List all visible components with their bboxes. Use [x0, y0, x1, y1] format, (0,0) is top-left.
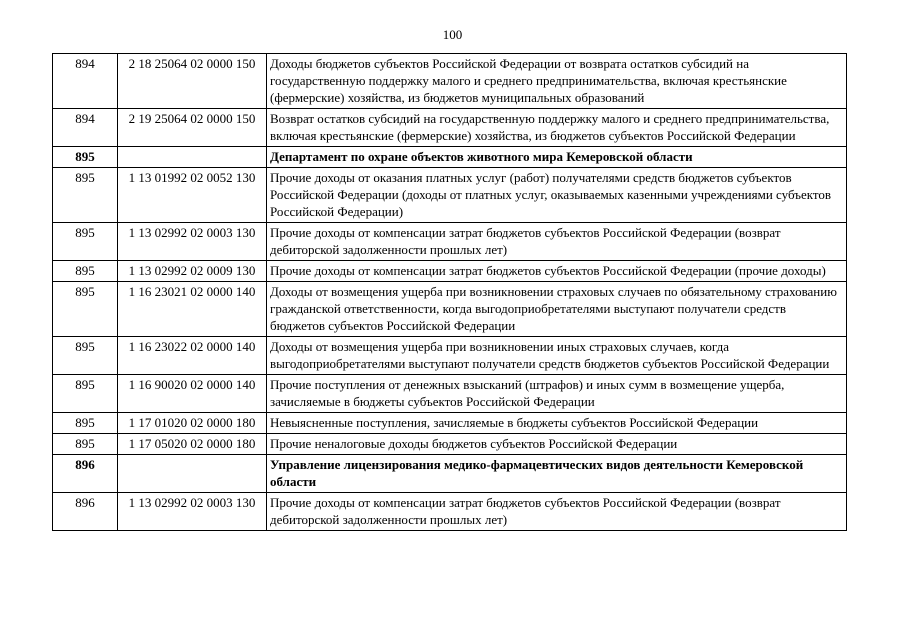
- description-cell: Доходы от возмещения ущерба при возникновении иных страховых случаев, когда выгодоприобретателями выступают получатели средств бюджетов субъектов Российской Федерации: [267, 337, 847, 375]
- table-row: [53, 337, 847, 375]
- section-title-cell: Управление лицензирования медико-фармацевтических видов деятельности Кемеровской области: [267, 455, 847, 493]
- budget-code-cell: 1 13 02992 02 0009 130: [118, 261, 267, 282]
- section-title-cell: Департамент по охране объектов животного мира Кемеровской области: [267, 147, 847, 168]
- description-cell: Прочие неналоговые доходы бюджетов субъектов Российской Федерации: [267, 434, 847, 455]
- section-header-row: [53, 147, 847, 168]
- table-row: [53, 375, 847, 413]
- admin-code-cell: 895: [53, 375, 118, 413]
- description-cell: Возврат остатков субсидий на государственную поддержку малого и среднего предпринимательства, включая крестьянские (фермерские) хозяйства, из бюджетов субъектов Российской Федерации: [267, 109, 847, 147]
- description-cell: Прочие доходы от оказания платных услуг (работ) получателями средств бюджетов субъектов Российской Федерации (доходы от платных услуг, оказываемых казенными учреждениями субъектов Российской Федерации): [267, 168, 847, 223]
- budget-code-cell: 1 13 02992 02 0003 130: [118, 493, 267, 531]
- table-row: [53, 168, 847, 223]
- revenue-codes-table: [52, 53, 847, 531]
- budget-code-cell: 1 16 90020 02 0000 140: [118, 375, 267, 413]
- budget-code-cell: 1 13 01992 02 0052 130: [118, 168, 267, 223]
- admin-code-cell: 896: [53, 493, 118, 531]
- description-cell: Доходы от возмещения ущерба при возникновении страховых случаев по обязательному страхованию гражданской ответственности, когда выгодоприобретателями выступают получатели средств бюджетов субъектов Российской Федерации: [267, 282, 847, 337]
- admin-code-cell: 896: [53, 455, 118, 493]
- admin-code-cell: 894: [53, 109, 118, 147]
- table-row: [53, 413, 847, 434]
- budget-code-cell: 2 19 25064 02 0000 150: [118, 109, 267, 147]
- admin-code-cell: 895: [53, 261, 118, 282]
- budget-code-cell: 2 18 25064 02 0000 150: [118, 54, 267, 109]
- section-header-row: [53, 455, 847, 493]
- description-cell: Невыясненные поступления, зачисляемые в бюджеты субъектов Российской Федерации: [267, 413, 847, 434]
- admin-code-cell: 895: [53, 434, 118, 455]
- table-row: [53, 434, 847, 455]
- description-cell: Прочие доходы от компенсации затрат бюджетов субъектов Российской Федерации (прочие доходы): [267, 261, 847, 282]
- admin-code-cell: 895: [53, 147, 118, 168]
- admin-code-cell: 894: [53, 54, 118, 109]
- admin-code-cell: 895: [53, 337, 118, 375]
- table-row: [53, 54, 847, 109]
- table-row: [53, 282, 847, 337]
- budget-code-cell: [118, 147, 267, 168]
- admin-code-cell: 895: [53, 413, 118, 434]
- budget-code-cell: 1 13 02992 02 0003 130: [118, 223, 267, 261]
- budget-code-cell: [118, 455, 267, 493]
- page-number: 100: [442, 27, 463, 42]
- admin-code-cell: 895: [53, 223, 118, 261]
- table-row: [53, 493, 847, 531]
- description-cell: Прочие доходы от компенсации затрат бюджетов субъектов Российской Федерации (возврат дебиторской задолженности прошлых лет): [267, 223, 847, 261]
- budget-code-cell: 1 16 23021 02 0000 140: [118, 282, 267, 337]
- description-cell: Прочие доходы от компенсации затрат бюджетов субъектов Российской Федерации (возврат дебиторской задолженности прошлых лет): [267, 493, 847, 531]
- admin-code-cell: 895: [53, 168, 118, 223]
- table-row: [53, 261, 847, 282]
- admin-code-cell: 895: [53, 282, 118, 337]
- budget-code-cell: 1 16 23022 02 0000 140: [118, 337, 267, 375]
- description-cell: Доходы бюджетов субъектов Российской Федерации от возврата остатков субсидий на государственную поддержку малого и среднего предпринимательства, включая крестьянские (фермерские) хозяйства, из бюджетов муниципальных образований: [267, 54, 847, 109]
- table-row: [53, 109, 847, 147]
- budget-code-cell: 1 17 05020 02 0000 180: [118, 434, 267, 455]
- budget-code-cell: 1 17 01020 02 0000 180: [118, 413, 267, 434]
- description-cell: Прочие поступления от денежных взысканий (штрафов) и иных сумм в возмещение ущерба, зачисляемые в бюджеты субъектов Российской Федерации: [267, 375, 847, 413]
- table-row: [53, 223, 847, 261]
- table-body: [53, 54, 847, 531]
